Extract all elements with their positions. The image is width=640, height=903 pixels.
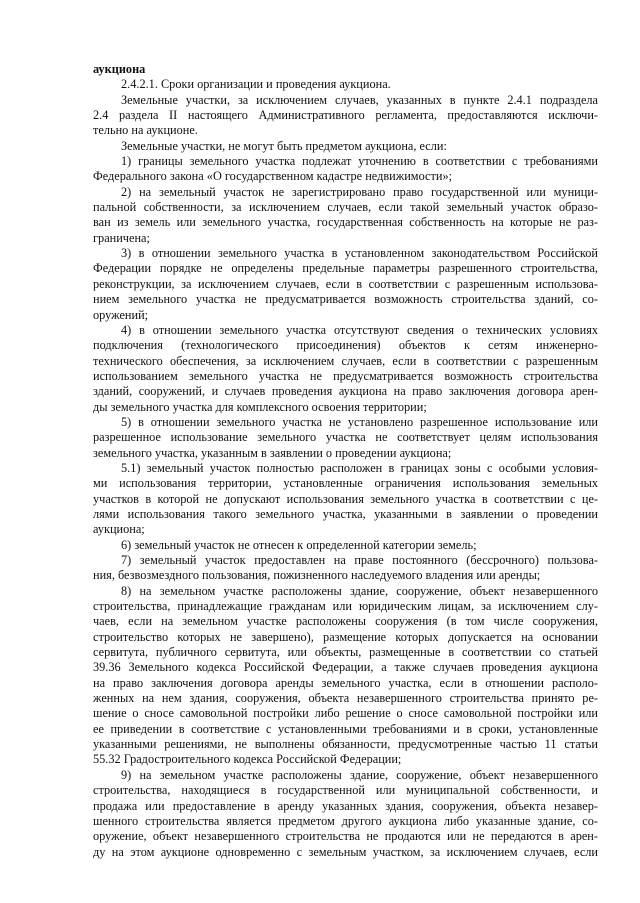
text-line: женных на нем здания, сооружения, объекта незавершенного строительства принято ре- xyxy=(93,691,598,706)
text-line: подключения (технологического присоединения) объектов к сетям инженерно- xyxy=(93,338,598,353)
text-line: Федерального закона «О государственном кадастре недвижимости»; xyxy=(93,169,453,184)
text-line: использованием земельного участка не предусматривается возможность строительства xyxy=(93,368,598,383)
text-line: 5) в отношении земельного участка не установлено разрешенное использование или xyxy=(121,414,598,429)
text-line: чаев, если на земельном участке расположены сооружения (в том числе сооружения, xyxy=(93,614,598,629)
text-line: лями использования такого земельного участка, указанными в заявлении о проведении xyxy=(93,506,598,521)
text-line: 9) на земельном участке расположены здание, сооружение, объект незавершенного xyxy=(121,767,598,782)
text-line: 6) земельный участок не отнесен к определенной категории земель; xyxy=(121,537,477,552)
text-line: ми использования территории, установленные ограничения использования земельных xyxy=(93,476,598,491)
text-line: 5.1) земельный участок полностью расположен в границах зоны с особыми условия- xyxy=(121,460,598,475)
text-line: аукциона; xyxy=(93,522,145,537)
text-line: строительства, принадлежащие гражданам или юридическим лицам, за исключением слу- xyxy=(93,599,598,614)
text-line: строительства, находящиеся в государственной или муниципальной собственности, и xyxy=(93,783,598,798)
text-line: 7) земельный участок предоставлен на праве постоянного (бессрочного) пользова- xyxy=(121,553,598,567)
text-line: 55.32 Градостроительного кодекса Российской Федерации; xyxy=(93,752,402,767)
text-line: ее приведении в соответствие с установленными требованиями и в сроки, установленные xyxy=(93,721,598,736)
text-line: пальной собственности, за исключением случаев, если такой земельный участок образо- xyxy=(93,200,598,215)
document-page xyxy=(93,62,598,860)
text-line: 2.4.2.1. Сроки организации и проведения аукциона. xyxy=(121,77,391,92)
text-line: технического обеспечения, за исключением случаев, если в соответствии с разрешенным xyxy=(93,353,598,368)
text-line: Федерации порядке не определены предельные параметры разрешенного строительства, xyxy=(93,261,598,276)
text-line: оружений; xyxy=(93,307,149,322)
text-line: тельно на аукционе. xyxy=(93,123,198,138)
text-line: зданий, сооружений, и случаев проведения аукциона на право заключения договора арен- xyxy=(93,384,598,399)
text-line: Земельные участки, не могут быть предметом аукциона, если: xyxy=(121,138,447,153)
text-line: 4) в отношении земельного участка отсутствуют сведения о технических условиях xyxy=(121,322,598,337)
text-line: указанными решениями, не выполнены обязанности, предусмотренные частью 11 статьи xyxy=(93,737,598,752)
text-line: граничена; xyxy=(93,230,150,245)
text-line: сервитута, публичного сервитута, или объекты, размещенные в соответствии со статьей xyxy=(93,645,598,660)
text-line: ду на этом аукционе одновременно с земельным участком, за исключением случаев, если xyxy=(93,844,598,859)
text-line: 2.4 раздела II настоящего Административного регламента, предоставляются исключи- xyxy=(93,108,598,123)
text-line: участков в которой не допускают использования земельного участка в соответствии с це- xyxy=(93,491,598,506)
text-line: шенного строительства является предметом другого аукциона либо указанные здание, со- xyxy=(93,813,598,828)
text-line: оружение, объект незавершенного строительства не продаются или не передаются в арен- xyxy=(93,829,598,844)
text-line: ван из земель или земельного участка, государственная собственность на которые не раз- xyxy=(93,215,598,230)
section-heading: аукциона xyxy=(93,62,146,76)
text-line: нием земельного участка не предусматривается возможность строительства зданий, со- xyxy=(93,292,598,307)
text-line: 3) в отношении земельного участка в установленном законодательством Российской xyxy=(121,246,598,261)
text-line: Земельные участки, за исключением случаев, указанных в пункте 2.4.1 подраздела xyxy=(121,92,598,107)
text-line: 39.36 Земельного кодекса Российской Федерации, а также случаев проведения аукциона xyxy=(93,660,598,675)
text-line: земельного участка, указанным в заявлении о проведении аукциона; xyxy=(93,445,452,460)
text-line: ды земельного участка для комплексного освоения территории; xyxy=(93,399,427,414)
text-line: на право заключения договора аренды земельного участка, если в отношении располо- xyxy=(93,675,598,690)
text-line: ния, безвозмездного пользования, пожизненного наследуемого владения или аренды; xyxy=(93,568,541,583)
text-line: продажа или предоставление в аренду указанных здания, сооружения, объекта незавер- xyxy=(93,798,598,813)
text-line: реконструкции, за исключением случаев, если в соответствии с разрешенным использова- xyxy=(93,276,598,291)
text-line: 8) на земельном участке расположены здание, сооружение, объект незавершенного xyxy=(121,583,598,598)
text-line: разрешенное использование земельного участка не соответствует целям использования xyxy=(93,430,598,445)
text-line: 2) на земельный участок не зарегистрировано право государственной или муници- xyxy=(121,184,598,199)
text-line: строительство которых не завершено), размещение которых допускается на основании xyxy=(93,629,598,644)
text-line: шение о сносе самовольной постройки либо решение о сносе самовольной постройки или xyxy=(93,706,598,721)
text-line: 1) границы земельного участка подлежат уточнению в соответствии с требованиями xyxy=(121,154,598,169)
